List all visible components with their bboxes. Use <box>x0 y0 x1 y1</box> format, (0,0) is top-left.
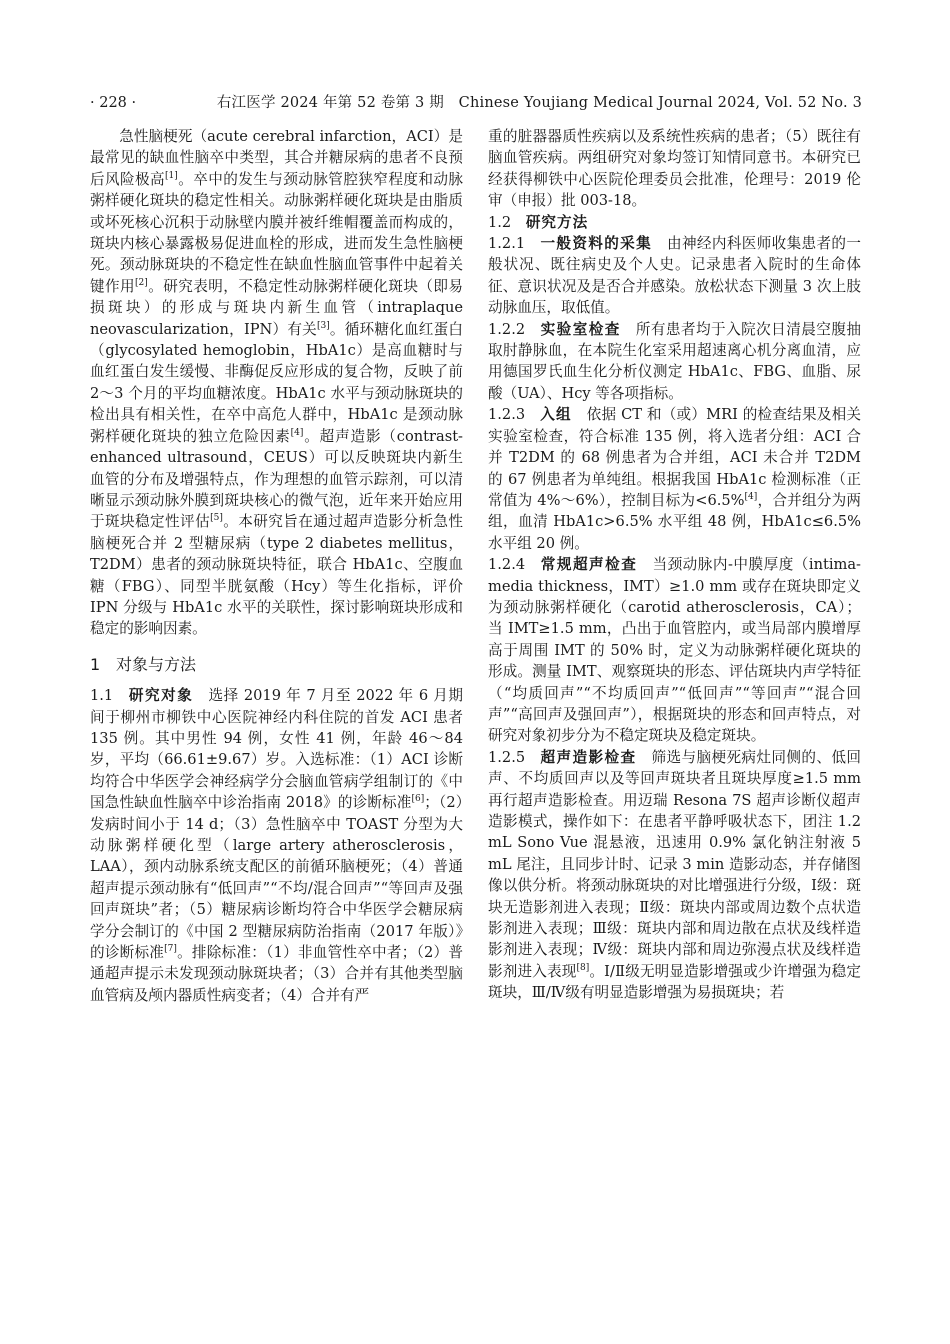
subsection-number: 1.2.1 <box>488 235 526 253</box>
citation: [6] <box>411 794 425 805</box>
continued-paragraph: 重的脏器器质性疾病以及系统性疾病的患者；（5）既往有脑血管疾病。两组研究对象均签订知情同意书。本研究已经获得柳铁中心医院伦理委员会批准，伦理号：2019 伦审（申报）批 003-18。 <box>488 128 861 210</box>
subsection-number: 1.2 <box>488 213 512 231</box>
intro-text: 急性脑梗死（acute cerebral infarction，ACI）是最常见的缺血性脑卒中类型，其合并糖尿病的患者不良预后风险极高 <box>90 128 463 188</box>
body-text: ，合并组分为两组，血清 HbA1c>6.5% 水平组 48 例，HbA1c≤6.5% 水平组 20 例。 <box>488 491 861 552</box>
section-heading <box>90 654 463 675</box>
body-text: 。排除标准：（1）非血管性卒中者；（2）普通超声提示未发现颈动脉斑块者；（3）合并有其他类型脑血管病及颅内器质性病变者；（4）合并有严 <box>90 944 463 1004</box>
subsection-paragraph <box>488 554 861 747</box>
subsection-title: 研究方法 <box>525 213 589 231</box>
citation: [3] <box>316 320 330 331</box>
subsection-paragraph <box>488 747 861 1004</box>
subsection-title: 一般资料的采集 <box>540 235 653 253</box>
intro-text: 。卒中的发生与颈动脉管腔狭窄程度和动脉粥样硬化斑块的稳定性相关。动脉粥样硬化斑块是由脂质或坏死核心沉积于动脉壁内膜并被纤维帽覆盖而构成的，斑块内核心暴露极易促进血栓的形成，进而发生急性脑梗死。颈动脉斑块的不稳定性在缺血性脑血管事件中起着关键作用 <box>90 170 463 295</box>
left-column <box>90 126 463 1006</box>
body-text: 当颈动脉内-中膜厚度（intima-media thickness，IMT）≥1.0 mm 或存在斑块即定义为颈动脉粥样硬化（carotid atherosclerosis，CA）；当 IMT≥1.5 mm，凸出于血管腔内，或当局部内膜增厚高于周围 IMT 的 50% 时，定义为动脉粥样硬化斑块的形成。测量 IMT、观察斑块的形态、评估斑块内声学特征（“均质回声”“不均质回声”“低回声”“等回声”“混合回声”“高回声及强回声”），根据斑块的形态和回声特点，对研究对象初步分为不稳定斑块及稳定斑块。 <box>488 556 861 745</box>
subsection-title: 超声造影检查 <box>540 748 637 766</box>
body-text: 选择 2019 年 7 月至 2022 年 6 月期间于柳州市柳铁中心医院神经内科住院的首发 ACI 患者 135 例。其中男性 94 例，女性 41 例，年龄 46～84 岁，平均（66.61±9.67）岁。入选标准：（1）ACI 诊断均符合中华医学会神经病学分会脑血管病学组制订的《中国急性缺血性脑卒中诊治指南 2018》的诊断标准 <box>90 687 463 812</box>
body-text: 筛选与脑梗死病灶同侧的、低回声、不均质回声以及等回声斑块者且斑块厚度≥1.5 mm 再行超声造影检查。用迈瑞 Resona 7S 超声诊断仪超声造影模式，操作如下：在患者平静呼吸状态下，团注 1.2 mL Sono Vue 混悬液，迅速用 0.9% 氯化钠注射液 5 mL 尾注，且同步计时、记录 3 min 造影动态，并存储图像以供分析。将颈动脉斑块的对比增强进行分级，Ⅰ级：斑块无造影剂进入表现；Ⅱ级：斑块内部或周边数个点状造影剂进入表现；Ⅲ级：斑块内部和周边散在点状及线样造影剂进入表现；Ⅳ级：斑块内部和周边弥漫点状及线样造影剂进入表现 <box>488 748 861 980</box>
subsection-title: 常规超声检查 <box>540 556 638 574</box>
subsection-number: 1.2.3 <box>488 406 526 424</box>
subsection-number: 1.2.5 <box>488 748 526 766</box>
subsection-title: 研究对象 <box>128 687 194 705</box>
subsection-paragraph <box>488 233 861 319</box>
body-text: 由神经内科医师收集患者的一般状况、既往病史及个人史。记录患者入院时的生命体征、意识状况及是否合并感染。放松状态下测量 3 次上肢动脉血压，取低值。 <box>488 235 861 317</box>
citation: [7] <box>164 944 177 955</box>
intro-text: 。研究表明，不稳定性动脉粥样硬化斑块（即易损斑块）的形成与斑块内新生血管（intraplaque neovascularization，IPN）有关 <box>90 277 463 338</box>
subsection-title: 入组 <box>540 406 572 424</box>
page-number: · 228 · <box>90 95 137 111</box>
body-text: 依据 CT 和（或）MRI 的检查结果及相关实验室检查，符合标准 135 例，将入选者分组：ACI 合并 T2DM 的 68 例患者为合并组，ACI 未合并 T2DM 的 67 例患者为单纯组。根据我国 HbA1c 检测标准（正常值为 4%～6%），控制目标为<6.5% <box>488 406 861 509</box>
citation: [2] <box>135 277 148 288</box>
subsection-number: 1.2.2 <box>488 320 526 338</box>
subsection-paragraph <box>488 404 861 554</box>
citation: [5] <box>210 513 223 524</box>
body-text: 。Ⅰ/Ⅱ级无明显造影增强或少许增强为稳定斑块，Ⅲ/Ⅳ级有明显造影增强为易损斑块；若 <box>488 962 861 1002</box>
page-header <box>90 92 862 114</box>
citation: [4] <box>290 427 304 438</box>
right-column <box>488 126 861 1004</box>
section-title: 对象与方法 <box>116 654 197 674</box>
section-number: 1 <box>90 654 101 674</box>
body-text: ；（2）发病时间小于 14 d；（3）急性脑卒中 TOAST 分型为大动脉粥样硬化型（large artery atherosclerosis，LAA），颈内动脉系统支配区的前循环脑梗死；（4）普通超声提示颈动脉有“低回声”“不均/混合回声”“等回声及强回声斑块”者；（5）糖尿病诊断均符合中华医学会糖尿病学分会制订的《中国 2 型糖尿病防治指南（2017 年版）》的诊断标准 <box>90 794 464 962</box>
journal-title: 右江医学 2024 年第 52 卷第 3 期 Chinese Youjiang Medical Journal 2024, Vol. 52 No. 3 <box>216 95 862 111</box>
citation: [4] <box>744 492 758 503</box>
subsection-paragraph <box>488 319 861 405</box>
citation: [1] <box>165 170 178 181</box>
intro-text: 。超声造影（contrast-enhanced ultrasound，CEUS）可以反映斑块内新生血管的分布及增强特点，作为理想的血管示踪剂，可以清晰显示颈动脉外膜到斑块核心的微气泡，近年来开始应用于斑块稳定性评估 <box>90 427 463 531</box>
citation: [8] <box>576 962 590 973</box>
subsection-title: 实验室检查 <box>540 320 621 338</box>
subsection-paragraph <box>90 685 463 1006</box>
intro-text: 。循环糖化血红蛋白（glycosylated hemoglobin，HbA1c）是高血糖时与血红蛋白发生缓慢、非酶促反应形成的复合物，反映了前 2～3 个月的平均血糖浓度。HbA1c 水平与颈动脉斑块的检出具有相关性，在卒中高危人群中，HbA1c 是颈动脉粥样硬化斑块的独立危险因素 <box>90 320 463 445</box>
intro-paragraph <box>90 126 463 640</box>
subsection-number: 1.1 <box>90 687 114 705</box>
subsection-heading <box>488 212 861 233</box>
subsection-number: 1.2.4 <box>488 556 526 574</box>
intro-text: 。本研究旨在通过超声造影分析急性脑梗死合并 2 型糖尿病（type 2 diabetes mellitus，T2DM）患者的颈动脉斑块特征，联合 HbA1c、空腹血糖（FBG）、同型半胱氨酸（Hcy）等生化指标，评价 IPN 分级与 HbA1c 水平的关联性，探讨影响斑块形成和稳定的影响因素。 <box>90 513 463 638</box>
body-text: 所有患者均于入院次日清晨空腹抽取肘静脉血，在本院生化室采用超速离心机分离血清，应用德国罗氏血生化分析仪测定 HbA1c、FBG、血脂、尿酸（UA）、Hcy 等各项指标。 <box>488 320 861 402</box>
